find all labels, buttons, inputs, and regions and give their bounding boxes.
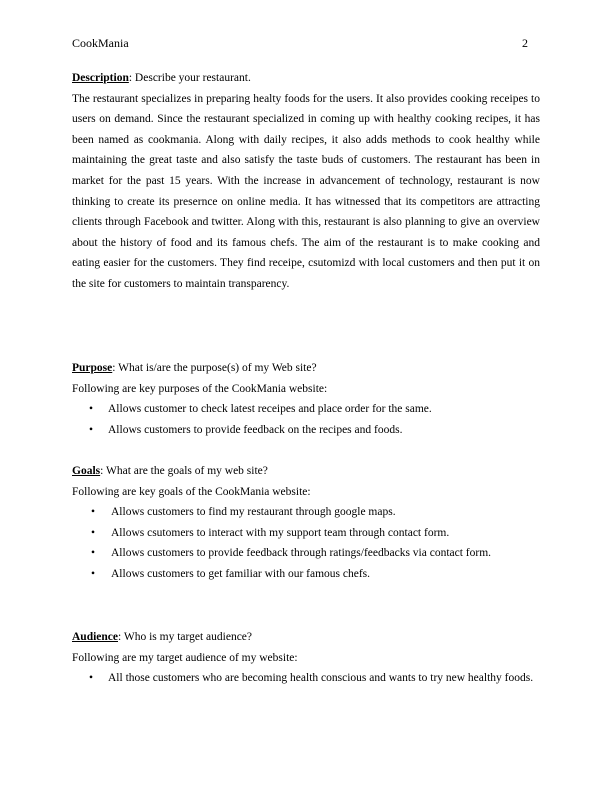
list-item-text: All those customers who are becoming health conscious and wants to try new healthy foods. xyxy=(108,672,534,685)
description-label: Description xyxy=(72,72,129,84)
purpose-prompt: : What is/are the purpose(s) of my Web site? xyxy=(112,362,317,374)
purpose-intro: Following are key purposes of the CookMania website: xyxy=(72,382,328,395)
bullet-icon: • xyxy=(91,547,96,560)
list-item xyxy=(72,668,540,689)
description-paragraph: The restaurant specializes in preparing healty foods for the users. It also provides cooking receipes to users on demand. Since the restaurant specialized in coming up with healthy cooking recipes, it has been named as cookmania. Along with daily recipes, it also adds methods to cook healthy while maintaining the great taste and also satisfy the taste buds of customers. The restaurant has been in market for the past 15 years. With the increase in advancement of technology, restaurant is now thinking to create its presernce on online media. It has witnessed that its competitors are attracting clients through Facebook and twitter. Along with this, restaurant is also planning to give an overview about the history of food and its famous chefs. The aim of the restaurant is to make cooking and eating easier for the customers. They find receipe, csutomizd with local customers and then put it on the site for customers to maintain transparency. xyxy=(72,92,540,290)
list-item-text: Allows customer to check latest receipes and place order for the same. xyxy=(108,403,432,416)
goals-prompt: : What are the goals of my web site? xyxy=(100,465,268,477)
goals-heading xyxy=(72,461,540,482)
audience-list xyxy=(72,668,540,689)
list-item xyxy=(72,523,540,544)
page-header xyxy=(72,36,528,52)
list-item-text: Allows customers to provide feedback on the recipes and foods. xyxy=(108,423,403,436)
description-section xyxy=(72,68,540,295)
purpose-label: Purpose xyxy=(72,362,113,374)
bullet-icon: • xyxy=(91,526,96,539)
list-item xyxy=(72,502,540,523)
purpose-section xyxy=(72,358,540,440)
page-number: 2 xyxy=(522,36,528,50)
bullet-icon: • xyxy=(89,403,94,416)
description-prompt: : Describe your restaurant. xyxy=(128,72,251,84)
list-item-text: Allows customers to get familiar with our famous chefs. xyxy=(111,567,371,580)
list-item-text: Allows customers to find my restaurant through google maps. xyxy=(111,506,396,519)
goals-intro: Following are key goals of the CookMania website: xyxy=(72,485,311,498)
list-item-text: Allows customers to provide feedback through ratings/feedbacks via contact form. xyxy=(111,547,492,560)
purpose-list xyxy=(72,399,540,440)
audience-prompt: : Who is my target audience? xyxy=(118,631,253,643)
bullet-icon: • xyxy=(89,423,94,436)
audience-intro: Following are my target audience of my website: xyxy=(72,651,298,664)
bullet-icon: • xyxy=(89,672,94,685)
list-item xyxy=(72,564,540,585)
audience-heading xyxy=(72,627,540,648)
goals-label: Goals xyxy=(72,465,101,477)
bullet-icon: • xyxy=(91,567,96,580)
goals-section xyxy=(72,461,540,585)
purpose-heading xyxy=(72,358,540,379)
goals-list xyxy=(72,502,540,584)
bullet-icon: • xyxy=(91,506,96,519)
description-heading xyxy=(72,68,540,89)
list-item xyxy=(72,543,540,564)
list-item xyxy=(72,420,540,441)
audience-section xyxy=(72,627,540,689)
list-item xyxy=(72,399,540,420)
list-item-text: Allows csutomers to interact with my support team through contact form. xyxy=(111,526,450,539)
audience-label: Audience xyxy=(72,631,118,643)
header-title: CookMania xyxy=(72,36,129,50)
